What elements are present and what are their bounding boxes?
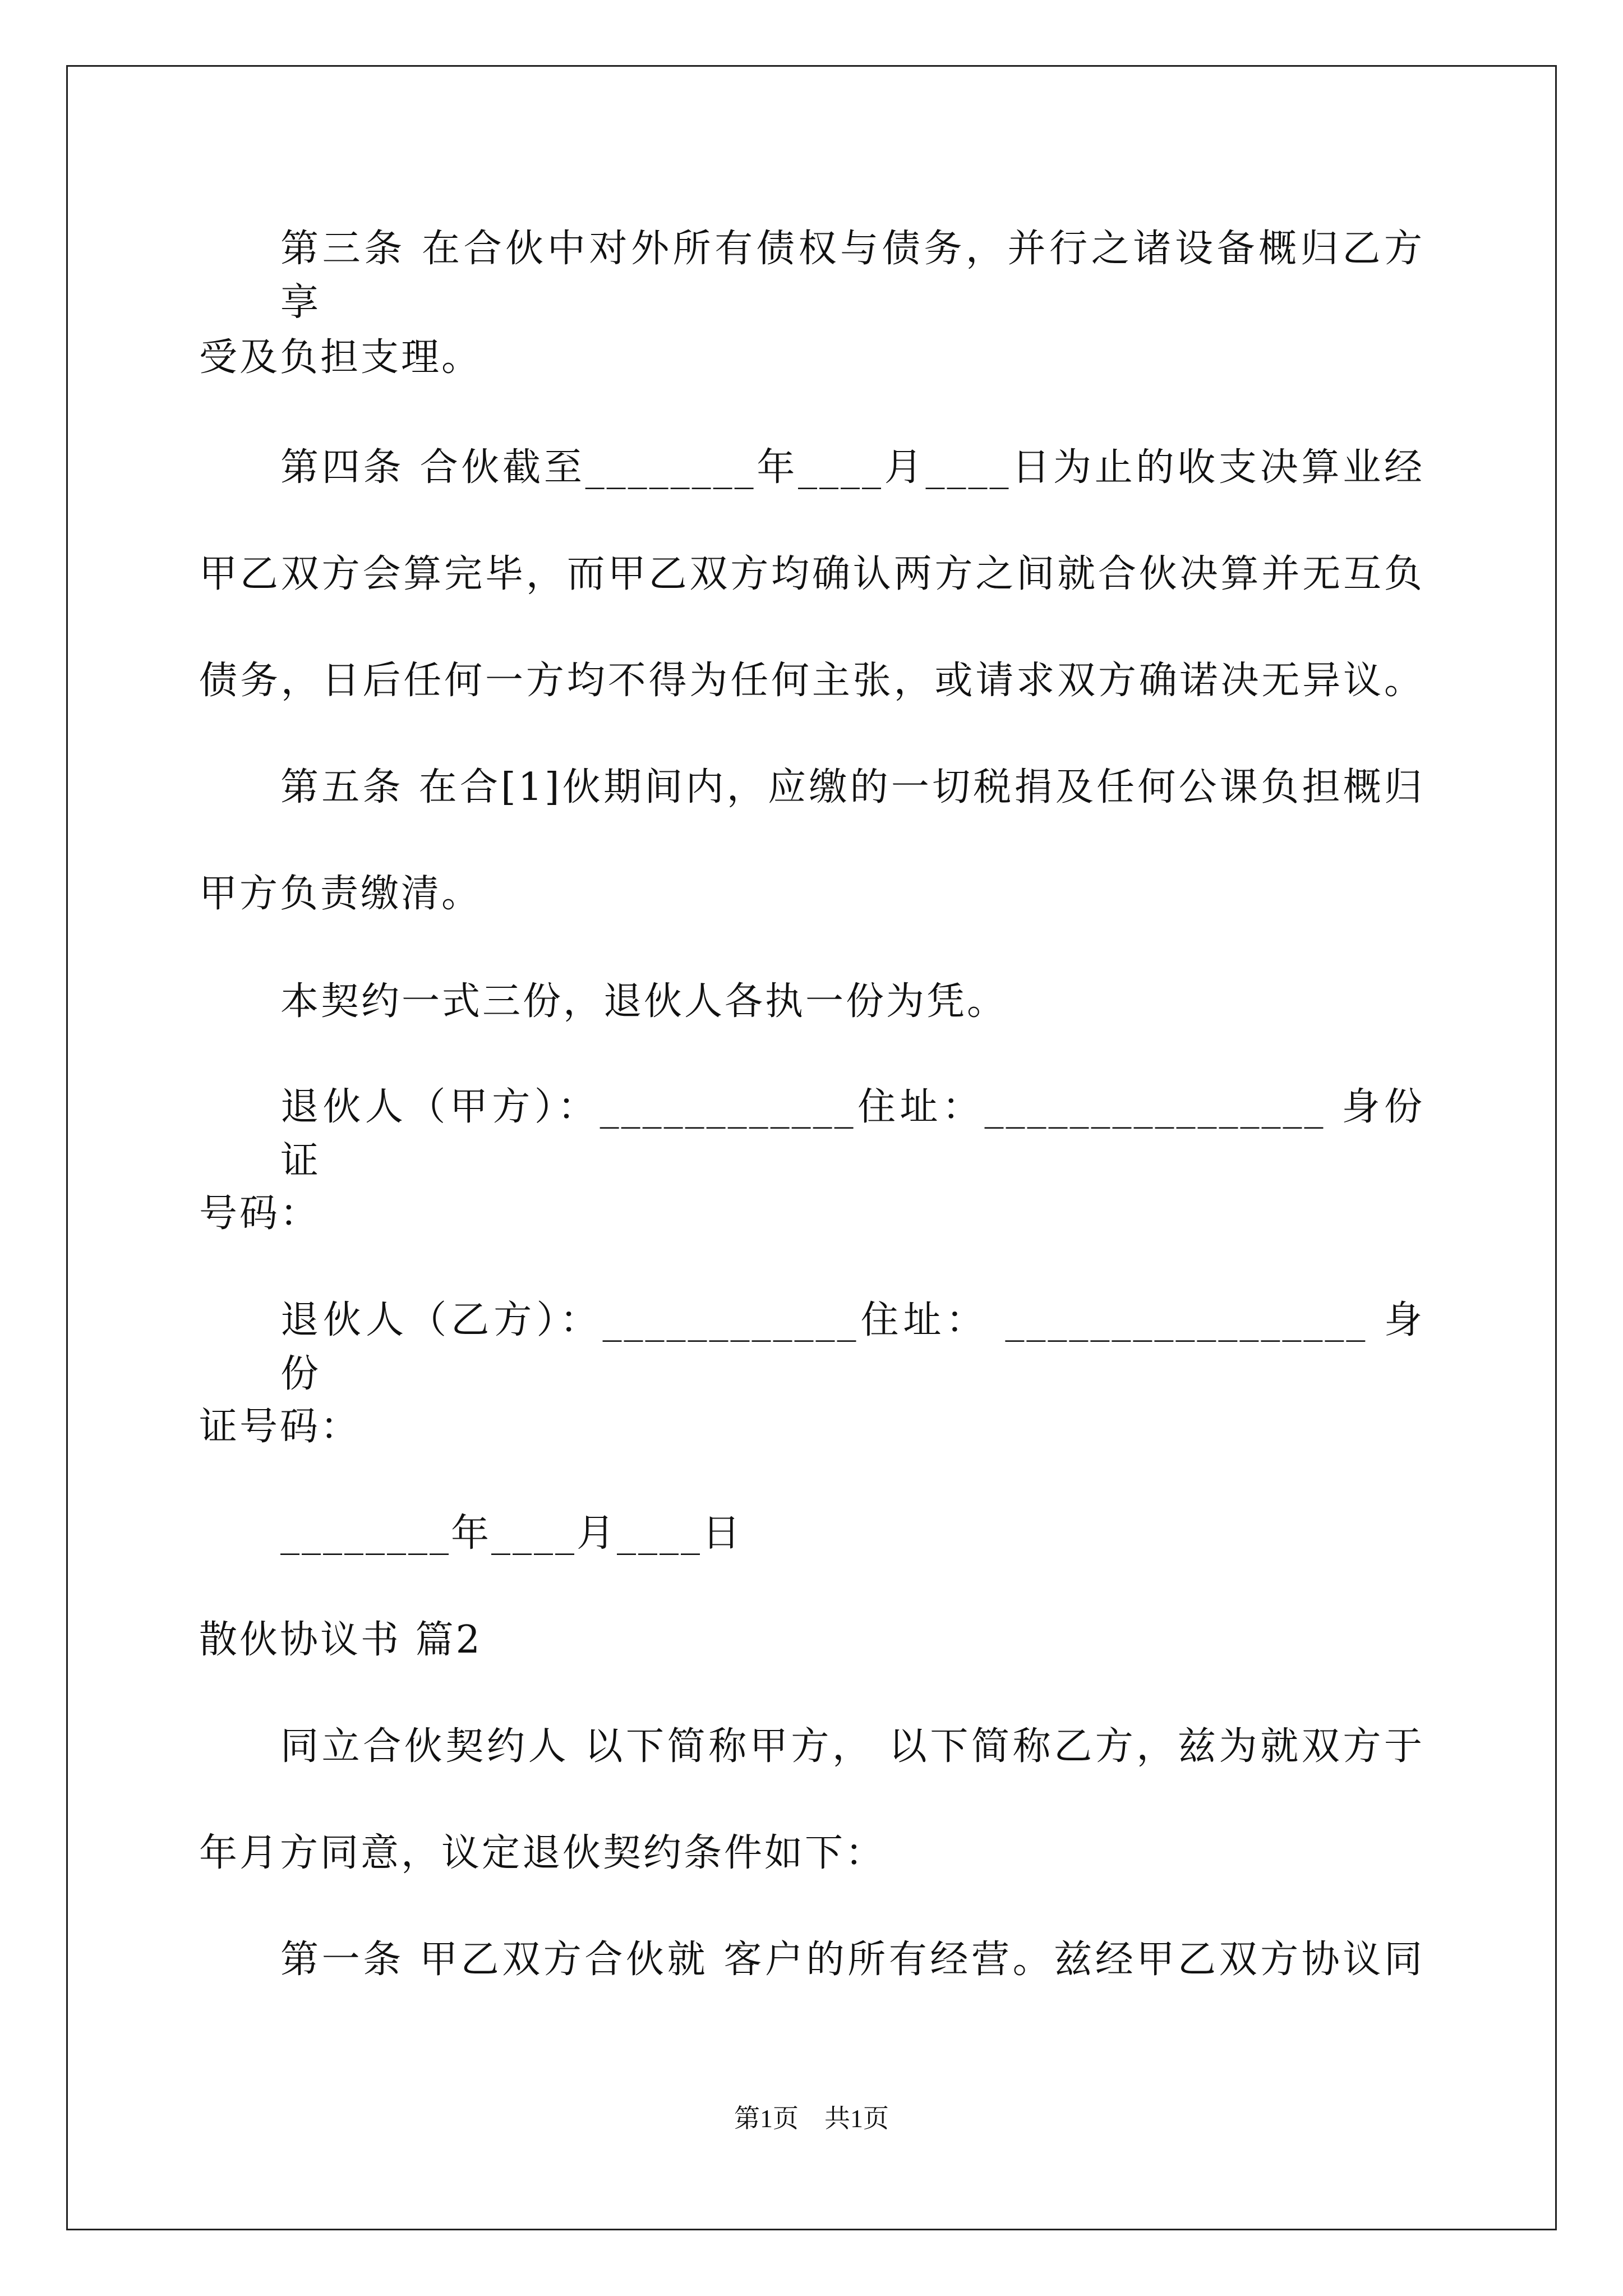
paragraph-line: 甲乙双方会算完毕，而甲乙双方均确认两方之间就合伙决算并无互负 xyxy=(199,552,1424,596)
date-line: ________年____月____日 xyxy=(280,1511,743,1556)
paragraph-line: 同立合伙契约人 以下简称甲方， 以下简称乙方，兹为就双方于 xyxy=(280,1724,1424,1769)
paragraph-line: 年月方同意，议定退伙契约条件如下： xyxy=(199,1831,886,1875)
section-heading: 散伙协议书 篇2 xyxy=(199,1618,482,1662)
paragraph-line: 第一条 甲乙双方合伙就 客户的所有经营。兹经甲乙双方协议同 xyxy=(280,1938,1424,1982)
paragraph-line: 证号码： xyxy=(199,1405,361,1449)
paragraph-line: 退伙人（甲方）：____________住址：________________ 身份证 xyxy=(280,1085,1424,1183)
paragraph-line: 号码： xyxy=(199,1191,321,1236)
paragraph-line: 甲方负责缴清。 xyxy=(199,872,482,916)
paragraph-line: 第四条 合伙截至________年____月____日为止的收支决算业经 xyxy=(280,445,1424,490)
page-footer: 第1页 共1页 xyxy=(734,2104,889,2133)
paragraph-line: 本契约一式三份，退伙人各执一份为凭。 xyxy=(280,979,1008,1024)
paragraph-line: 债务，日后任何一方均不得为任何主张，或请求双方确诺决无异议。 xyxy=(199,659,1424,703)
paragraph-line: 退伙人（乙方）：____________住址： _________________ 身份 xyxy=(280,1298,1424,1396)
paragraph-line: 第三条 在合伙中对外所有债权与债务，并行之诸设备概归乙方享 xyxy=(280,227,1424,325)
paragraph-line: 第五条 在合[1]伙期间内，应缴的一切税捐及任何公课负担概归 xyxy=(280,765,1424,809)
paragraph-line: 受及负担支理。 xyxy=(199,335,482,380)
